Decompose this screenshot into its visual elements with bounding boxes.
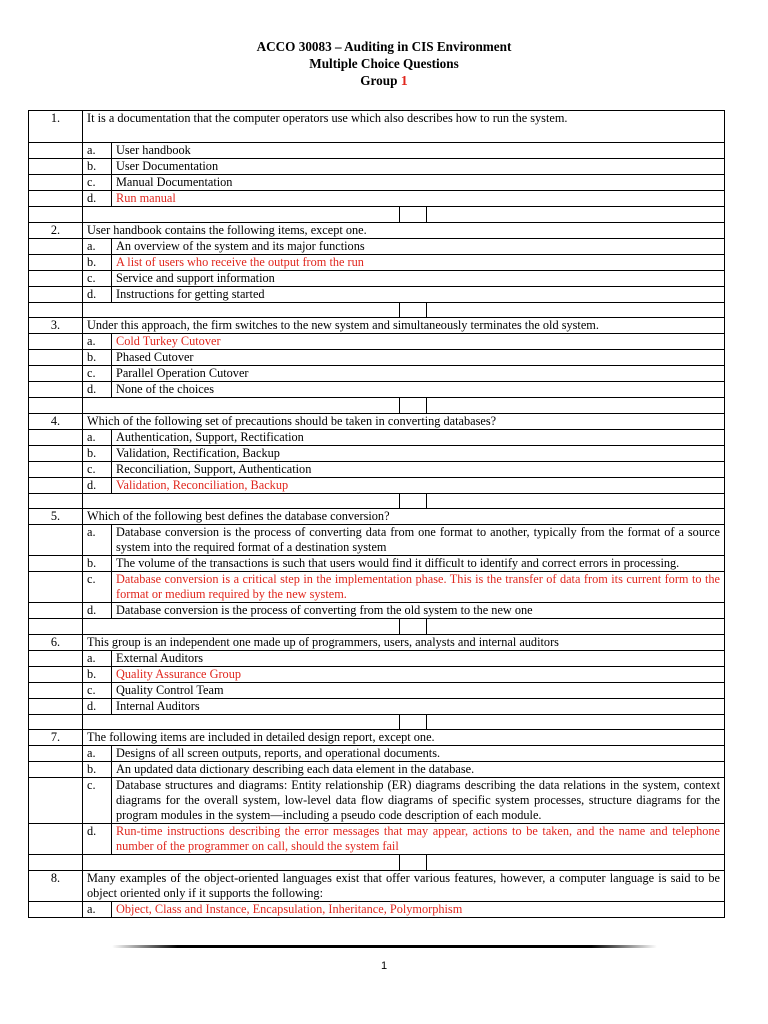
question-number: 3.: [29, 318, 83, 334]
choice-letter: b.: [83, 445, 112, 461]
choice-row: [29, 682, 725, 698]
choice-row: [29, 650, 725, 666]
choice-spacer: [29, 254, 83, 270]
blank-cell: [29, 714, 83, 730]
choice-text: None of the choices: [112, 382, 725, 398]
choice-spacer: [29, 824, 83, 855]
choice-spacer: [29, 666, 83, 682]
choice-letter: b.: [83, 350, 112, 366]
choice-text: User handbook: [112, 143, 725, 159]
question-number: 4.: [29, 413, 83, 429]
choice-letter: d.: [83, 698, 112, 714]
choice-spacer: [29, 191, 83, 207]
blank-cell: [427, 207, 725, 223]
choice-text: The volume of the transactions is such that users would find it difficult to identify and correct errors in processing.: [112, 556, 725, 572]
choice-text: Database conversion is the process of converting data from one format to another, typically from the format of a source system into the required format of a destination system: [112, 525, 725, 556]
choice-row: [29, 525, 725, 556]
correct-answer-text: Run manual: [112, 191, 725, 207]
question-text: Under this approach, the firm switches to the new system and simultaneously terminates the old system.: [83, 318, 725, 334]
choice-spacer: [29, 143, 83, 159]
choice-spacer: [29, 682, 83, 698]
choice-row: [29, 238, 725, 254]
question-number: 1.: [29, 111, 83, 143]
blank-cell: [29, 207, 83, 223]
choice-row: [29, 143, 725, 159]
choice-letter: a.: [83, 143, 112, 159]
question-text: Many examples of the object-oriented languages exist that offer various features, however, a computer language is said to be object oriented only if it supports the following:: [83, 870, 725, 901]
choice-row: [29, 901, 725, 917]
question-row: [29, 222, 725, 238]
choice-text: Designs of all screen outputs, reports, and operational documents.: [112, 746, 725, 762]
blank-cell: [427, 714, 725, 730]
choice-spacer: [29, 238, 83, 254]
blank-cell: [400, 302, 427, 318]
blank-cell: [400, 207, 427, 223]
question-row: [29, 634, 725, 650]
question-number: 6.: [29, 634, 83, 650]
choice-row: [29, 175, 725, 191]
blank-cell: [29, 619, 83, 635]
separator-row: [29, 619, 725, 635]
correct-answer-text: Quality Assurance Group: [112, 666, 725, 682]
choice-row: [29, 191, 725, 207]
choice-text: Phased Cutover: [112, 350, 725, 366]
question-row: [29, 318, 725, 334]
blank-cell: [400, 493, 427, 509]
blank-cell: [83, 302, 400, 318]
correct-answer-text: Cold Turkey Cutover: [112, 334, 725, 350]
choice-spacer: [29, 901, 83, 917]
choice-spacer: [29, 477, 83, 493]
correct-answer-text: Object, Class and Instance, Encapsulation, Inheritance, Polymorphism: [112, 901, 725, 917]
choice-row: [29, 159, 725, 175]
choice-text: Database conversion is the process of converting from the old system to the new one: [112, 603, 725, 619]
blank-cell: [83, 207, 400, 223]
choice-letter: a.: [83, 901, 112, 917]
question-number: 5.: [29, 509, 83, 525]
choice-row: [29, 666, 725, 682]
choice-spacer: [29, 159, 83, 175]
footer-divider: [112, 945, 657, 948]
choice-spacer: [29, 429, 83, 445]
choice-letter: d.: [83, 824, 112, 855]
choice-letter: a.: [83, 650, 112, 666]
choice-letter: a.: [83, 746, 112, 762]
choice-row: [29, 350, 725, 366]
choice-letter: b.: [83, 666, 112, 682]
question-number: 2.: [29, 222, 83, 238]
choice-text: Quality Control Team: [112, 682, 725, 698]
choice-spacer: [29, 572, 83, 603]
separator-row: [29, 493, 725, 509]
choice-letter: c.: [83, 461, 112, 477]
correct-answer-text: Validation, Reconciliation, Backup: [112, 477, 725, 493]
page-number: 1: [380, 960, 388, 972]
separator-row: [29, 855, 725, 871]
blank-cell: [427, 398, 725, 414]
group-number: 1: [400, 74, 408, 89]
choice-letter: a.: [83, 429, 112, 445]
choice-letter: a.: [83, 238, 112, 254]
choice-letter: c.: [83, 175, 112, 191]
question-row: [29, 413, 725, 429]
document-header: [0, 38, 768, 90]
choice-letter: a.: [83, 525, 112, 556]
blank-cell: [83, 855, 400, 871]
choice-row: [29, 429, 725, 445]
choice-text: Internal Auditors: [112, 698, 725, 714]
choice-row: [29, 698, 725, 714]
choice-spacer: [29, 746, 83, 762]
choice-row: [29, 746, 725, 762]
choice-row: [29, 477, 725, 493]
choice-text: Service and support information: [112, 270, 725, 286]
choice-text: Validation, Rectification, Backup: [112, 445, 725, 461]
choice-spacer: [29, 762, 83, 778]
choice-row: [29, 382, 725, 398]
course-title: ACCO 30083 – Auditing in CIS Environment: [256, 39, 512, 54]
choice-letter: b.: [83, 556, 112, 572]
blank-cell: [29, 398, 83, 414]
choice-text: An overview of the system and its major functions: [112, 238, 725, 254]
choice-row: [29, 824, 725, 855]
group-line: [0, 72, 768, 90]
choice-spacer: [29, 603, 83, 619]
blank-cell: [427, 493, 725, 509]
blank-cell: [427, 302, 725, 318]
choice-row: [29, 366, 725, 382]
choice-letter: a.: [83, 334, 112, 350]
separator-row: [29, 302, 725, 318]
blank-cell: [29, 493, 83, 509]
choice-row: [29, 762, 725, 778]
choice-letter: c.: [83, 366, 112, 382]
choice-letter: c.: [83, 682, 112, 698]
blank-cell: [83, 714, 400, 730]
blank-cell: [83, 493, 400, 509]
question-text: This group is an independent one made up of programmers, users, analysts and internal auditors: [83, 634, 725, 650]
choice-spacer: [29, 270, 83, 286]
choice-spacer: [29, 366, 83, 382]
choice-row: [29, 334, 725, 350]
question-text: Which of the following best defines the database conversion?: [83, 509, 725, 525]
doc-subtitle: Multiple Choice Questions: [309, 56, 459, 71]
group-label: Group: [360, 73, 398, 88]
correct-answer-text: A list of users who receive the output from the run: [112, 254, 725, 270]
choice-row: [29, 556, 725, 572]
choice-spacer: [29, 525, 83, 556]
choice-spacer: [29, 445, 83, 461]
blank-cell: [400, 855, 427, 871]
choice-spacer: [29, 334, 83, 350]
choice-row: [29, 778, 725, 824]
blank-cell: [29, 302, 83, 318]
choice-spacer: [29, 286, 83, 302]
choice-spacer: [29, 350, 83, 366]
choice-row: [29, 254, 725, 270]
blank-cell: [83, 619, 400, 635]
blank-cell: [83, 398, 400, 414]
question-row: [29, 870, 725, 901]
choice-letter: d.: [83, 286, 112, 302]
question-text: It is a documentation that the computer operators use which also describes how to run the system.: [83, 111, 725, 143]
choice-letter: d.: [83, 382, 112, 398]
blank-cell: [400, 714, 427, 730]
choice-letter: d.: [83, 191, 112, 207]
choice-spacer: [29, 778, 83, 824]
choice-spacer: [29, 382, 83, 398]
choice-text: Database structures and diagrams: Entity relationship (ER) diagrams describing the data relations in the system, context diagrams for the overall system, low-level data flow diagrams of specific system processes, structure diagrams for the program modules in the system—including a pseudo code description of each module.: [112, 778, 725, 824]
question-text: User handbook contains the following items, except one.: [83, 222, 725, 238]
correct-answer-text: Database conversion is a critical step in the implementation phase. This is the transfer of data from its current form to the format or medium required by the new system.: [112, 572, 725, 603]
question-row: [29, 509, 725, 525]
questions-table: [28, 110, 725, 918]
choice-spacer: [29, 650, 83, 666]
choice-letter: b.: [83, 762, 112, 778]
choice-row: [29, 572, 725, 603]
choice-row: [29, 445, 725, 461]
choice-text: An updated data dictionary describing each data element in the database.: [112, 762, 725, 778]
blank-cell: [427, 619, 725, 635]
question-text: The following items are included in detailed design report, except one.: [83, 730, 725, 746]
choice-spacer: [29, 175, 83, 191]
choice-letter: c.: [83, 778, 112, 824]
blank-cell: [29, 855, 83, 871]
separator-row: [29, 714, 725, 730]
choice-spacer: [29, 698, 83, 714]
choice-letter: c.: [83, 572, 112, 603]
choice-row: [29, 286, 725, 302]
choice-text: Manual Documentation: [112, 175, 725, 191]
blank-cell: [400, 398, 427, 414]
question-row: [29, 730, 725, 746]
question-number: 8.: [29, 870, 83, 901]
choice-letter: b.: [83, 254, 112, 270]
choice-row: [29, 603, 725, 619]
blank-cell: [427, 855, 725, 871]
separator-row: [29, 398, 725, 414]
choice-letter: c.: [83, 270, 112, 286]
choice-letter: d.: [83, 603, 112, 619]
choice-text: Parallel Operation Cutover: [112, 366, 725, 382]
separator-row: [29, 207, 725, 223]
choice-text: Reconciliation, Support, Authentication: [112, 461, 725, 477]
question-number: 7.: [29, 730, 83, 746]
choice-text: External Auditors: [112, 650, 725, 666]
choice-text: Authentication, Support, Rectification: [112, 429, 725, 445]
question-text: Which of the following set of precautions should be taken in converting databases?: [83, 413, 725, 429]
choice-text: Instructions for getting started: [112, 286, 725, 302]
question-row: [29, 111, 725, 143]
choice-spacer: [29, 461, 83, 477]
choice-spacer: [29, 556, 83, 572]
choice-row: [29, 270, 725, 286]
choice-row: [29, 461, 725, 477]
blank-cell: [400, 619, 427, 635]
correct-answer-text: Run-time instructions describing the error messages that may appear, actions to be taken, and the name and telephone number of the programmer on call, should the system fail: [112, 824, 725, 855]
choice-letter: b.: [83, 159, 112, 175]
choice-text: User Documentation: [112, 159, 725, 175]
choice-letter: d.: [83, 477, 112, 493]
